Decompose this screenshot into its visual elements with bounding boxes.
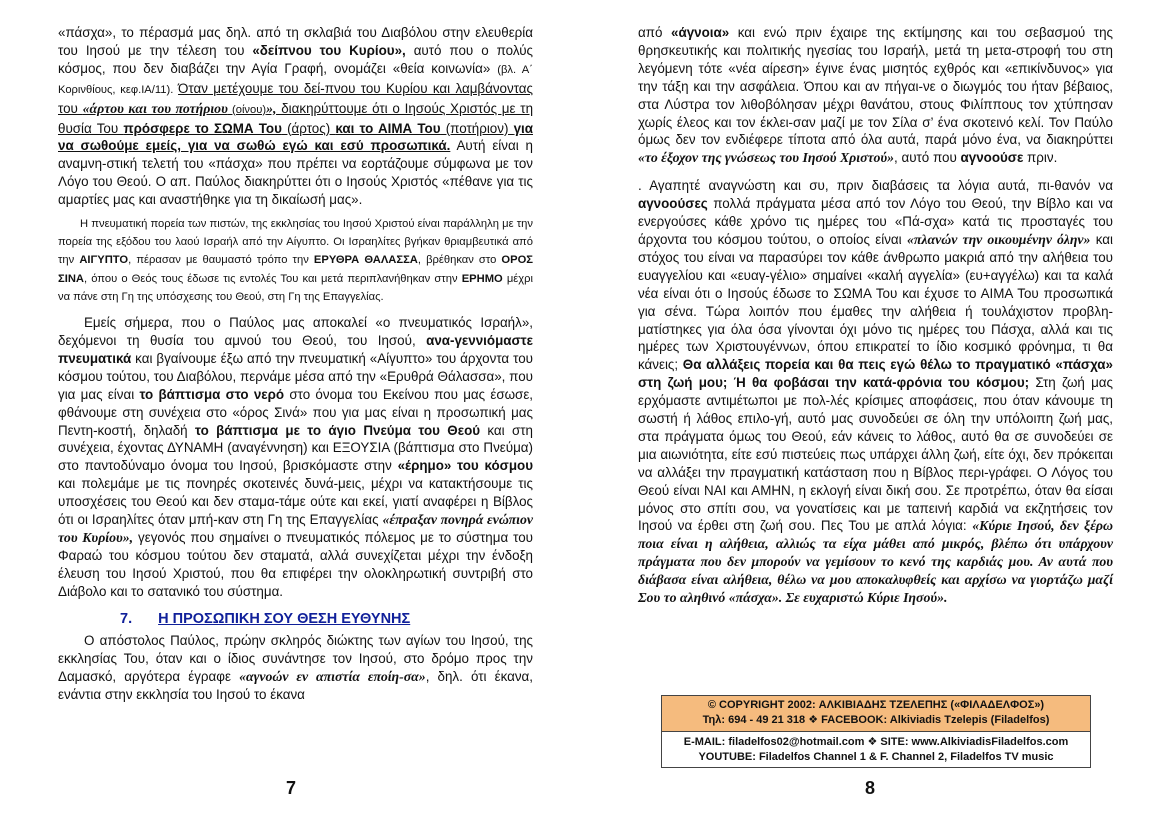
text-run: », <box>266 100 277 116</box>
text-run: «έρημο» του κόσμου <box>397 458 533 474</box>
text-run: Θα αλλάξεις πορεία και θα πεις εγώ θέλω το πραγματικό «πάσχα» στη ζωή μου; Ή θα φοβάσαι την κατά-φρόνια του κόσμου; <box>638 357 1113 391</box>
text-run: αγνοούσες <box>638 196 708 212</box>
text-run: Η πνευματική πορεία των πιστών, της εκκλησίας του Ιησού Χριστού είναι παράλληλη με την πορεία της εξόδου του λαού Ισραήλ από την Αίγυπτο. Οι Ισραηλίτες βγήκαν θριαμβευτικά από την <box>58 218 533 267</box>
text-run: πρόσφερε το ΣΩΜΑ Του <box>123 120 282 136</box>
copyright-box-links <box>662 732 1090 767</box>
text-run: «άγνοια» <box>671 25 730 40</box>
text-run: «πάσχα», το πέρασμά μας δηλ. από τη σκλαβιά του Διαβόλου στην ελευθερία του Ιησού με την τέλεση του <box>58 25 533 58</box>
diamond-separator-icon: ❖ <box>864 736 881 748</box>
text-run: Όταν μετέχουμε του δεί-πνου του Κυρίου και λαμβάνοντας του <box>58 80 533 116</box>
text-run: για να σωθούμε εμείς, για να σωθώ εγώ και εσύ προσωπικά. <box>58 120 533 154</box>
text-run: (άρτος) <box>281 120 336 136</box>
text-run: «Κύριε Ιησού, δεν ξέρω ποια είναι η αλήθεια, αλλιώς τα είχα μάθει από μικρός, βλέπω ότι υπάρχουν πράγματα που δεν μπορούν να γεμίσουν το κενό της καρδιάς μου. Αν αυτά που διάβασα είναι αλήθεια, θέλω να μου αποκαλυφθείς και αρχίσω να γιορτάζω μαζί Σου το αληθινό «πάσχα». Σε ευχαριστώ Κύριε Ιησού». <box>638 518 1113 606</box>
text-run: ΕΡΗΜΟ <box>461 272 503 285</box>
text-run: , αυτό που <box>894 150 961 166</box>
section-heading <box>120 611 533 629</box>
text-run: , βρέθηκαν στο <box>417 254 502 267</box>
text-run: Αυτή είναι η αναμνη-στική τελετή του «πάσχα» που πρέπει να εορτάζουμε σύμφωνα με τον Λόγο του Θεού. Ο απ. Παύλος διακηρύττει ότι ο Ιησούς Χριστός «πέθανε για τις αμαρτίες μας και αναστήθηκε για τη δικαίωσή μας». <box>58 138 533 208</box>
left-paragraph-2-exodus-note <box>58 215 533 306</box>
youtube-line <box>666 750 1086 765</box>
right-paragraph-1 <box>638 24 1113 167</box>
text-run: Ο απόστολος Παύλος, πρώην σκληρός διώκτης των αγίων του Ιησού, της εκκλησίας Του, όταν και ο ίδιος συνάντησε τον Ιησού, στο δρόμο προς την Δαμασκό, αργότερα έγραφε <box>58 633 533 685</box>
text-run: , όπου ο Θεός τους έδωσε τις εντολές Του και μετά περιπλανήθηκαν στην <box>83 272 462 285</box>
text-run: , πέρασαν με θαυμαστό τρόπο την <box>128 254 314 267</box>
text-run: και βγαίνουμε έξω από την πνευματική «Αίγυπτο» του άρχοντα του κόσμου τούτου, του Διαβόλου, περνάμε μέσα από την «Ερυθρά Θάλασσα», που για μας είναι <box>58 350 533 402</box>
text-run: Στη ζωή μας ερχόμαστε αντιμέτωποι με πολ-λές κρίσιμες αποφάσεις, που όταν κάνουμε τη σωστή ή λάθος επιλο-γή, αυτό μας συνοδεύει σε όλη την υπόλοιπη ζωή μας, στα πράγματα όμως του Θεού, εάν κάνεις το λάθος, αυτό θα σε συνοδεύει σε μια αιωνιότητα, είτε εσύ πιστεύεις πως υπάρχει άλλη ζωή, είτε όχι, δεν πρόκειται να αλλάξει την πραγματική κατάσταση που η Βίβλος περι-γράφει. Ο Λόγος του Θεού είναι ΝΑΙ και ΑΜΗΝ, η εκλογή είναι δική σου. Σε προτρέπω, όταν θα είσαι μόνος στο σπίτι σου, να γονατίσεις και με ταπεινή καρδιά να εκζητήσεις τον Ιησού να έρθει στη ζωή σου. Πες Του με απλά λόγια: <box>638 375 1114 534</box>
email-label: E-MAIL <box>683 736 722 748</box>
text-run: (βλ. Α΄ Κορινθίους, κεφ.ΙΑ/11). <box>58 63 533 96</box>
facebook-label: FACEBOOK <box>821 714 884 726</box>
text-run: πολλά πράγματα μέσα από τον Λόγο του Θεού, την Βίβλο και να ενεργούσες κάθε χρόνο τις ημέρες του «Πά-σχα» κατά τις προσταγές του άρχοντα του κόσμου τούτου, ο οποίος είναι <box>638 196 1113 247</box>
text-run: το βάπτισμα στο νερό <box>139 386 285 402</box>
text-run: στο όνομα του Εκείνου που μας έσωσε, φθάνουμε στη συνέχεια στο «όρος Σινά» που για μας είναι η προσωπική μας Πεντη-κοστή, δηλαδή <box>58 386 534 438</box>
text-run: «δείπνου του Κυρίου», <box>252 42 406 58</box>
text-run: (οίνου) <box>227 103 267 116</box>
right-page-text <box>638 24 1113 607</box>
left-paragraph-1 <box>58 24 533 209</box>
phone-text: Τηλ: 694 - 49 21 318 <box>702 714 806 726</box>
text-run: «έπραξαν πονηρά ενώπιον του Κυρίου», <box>58 512 533 545</box>
diamond-separator-icon: ❖ <box>805 714 822 726</box>
section-heading-number: 7. <box>120 610 133 627</box>
contact-line <box>666 713 1086 728</box>
youtube-value: : Filadelfos Channel 1 & F. Channel 2, Filadelfos TV music <box>752 751 1054 763</box>
section-heading-text: Η ΠΡΟΣΩΠΙΚΗ ΣΟΥ ΘΕΣΗ ΕΥΘΥΝΗΣ <box>158 610 411 627</box>
text-run: και το ΑΙΜΑ Του <box>335 120 441 136</box>
text-run: ΕΡΥΘΡΑ ΘΑΛΑΣΣΑ <box>313 254 418 267</box>
text-run: . Αγαπητέ αναγνώστη και συ, πριν διαβάσεις τα λόγια αυτά, πι-θανόν να <box>638 178 1113 194</box>
copyright-line: © COPYRIGHT 2002: ΑΛΚΙΒΙΑΔΗΣ ΤΖΕΛΕΠΗΣ («ΦΙΛΑΔΕΛΦΟΣ») <box>707 699 1045 711</box>
right-paragraph-2 <box>638 177 1113 607</box>
youtube-label: YOUTUBE <box>698 751 753 763</box>
left-page-text <box>58 24 533 704</box>
text-run: γεγονός που σημαίνει ο πνευματικός πόλεμος με το σύστημα του Φαραώ του κόσμου τούτου δεν σταματά, αλλά συνεχίζεται μέχρι την ένδοξη έλευση του Ιησού Χριστού, που θα επιφέρει την ολοκληρωτική συντριβή στο Διάβολο και το σατανικό του σύστημα. <box>58 529 533 599</box>
text-run: και ενώ πριν έχαιρε της εκτίμησης και του σεβασμού της θρησκευτικής και πολιτικής ηγεσίας του Ισραήλ, μετά τη μετα-στροφή του στη λεγόμενη τότε «νέα αίρεση» έγινε ένας μισητός εχθρός και «επικίνδυνος» για την τάξη και την ασφάλεια. Όπου και αν πήγαι-νε ο διωγμός του ήταν βέβαιος, στα Λύστρα τον λιθοβόλησαν μέχρι θανάτου, στους Φιλίππους τον χτύπησαν χωρίς έλεος και τον έκλει-σαν μαζί με τον Σίλα σ’ ένα σκοτεινό κελί. Τον Παύλο όμως δεν τον ενδιέφερε τίποτα από όλα αυτά, παρά μόνο ένα, να διακηρύττει <box>638 25 1113 148</box>
text-run: και στη συνέχεια, έχοντας ΔΥΝΑΜΗ (αναγέννηση) και ΕΞΟΥΣΙΑ (βάπτισμα στο Πνεύμα) στο παντοδύναμο όνομα του Ιησού, βρισκόμαστε στην <box>58 422 533 474</box>
text-run: και στόχος του είναι να παρασύρει τον κάθε άνθρωπο μακριά από την αλήθεια του ευαγγελίου και «ευαγ-γέλιο» σημαίνει «καλή αγγελία» (ευ+αγγέλω) και τα καλά νέα είναι ότι ο Ιησούς έδωσε το ΣΩΜΑ Του και έχυσε το ΑΙΜΑ Του προσωπικά για σένα. Τώρα λοιπόν που έμαθες την αλήθεια ή τουλάχιστον προβλη-ματίστηκες για όλα όσα γίνονται όχι μόνο τις ημέρες του Πάσχα, αλλά και τις ημέρες των Χριστουγέννων, όπου επικρατεί το ίδιο κοσμικό φρόνημα, τι θα κάνεις; <box>638 231 1114 373</box>
copyright-box <box>661 695 1091 768</box>
text-run: «πλανών την οικουμένην όλην» <box>906 231 1091 247</box>
text-run: ανα-γεννιόμαστε πνευματικά <box>58 332 533 366</box>
text-run: (ποτήριον) <box>440 120 514 136</box>
text-run: «αγνοών εν απιστία εποίη-σα» <box>239 669 426 685</box>
left-paragraph-3 <box>58 314 533 601</box>
text-run: μέχρι να πάνε στη Γη της υπόσχεσης του Θεού, στη Γη της Επαγγελίας. <box>58 272 534 303</box>
site-value: : www.AlkiviadisFiladelfos.com <box>904 736 1069 748</box>
text-run: πριν. <box>1023 150 1058 166</box>
text-run: ΟΡΟΣ ΣΙΝΑ <box>58 254 534 285</box>
email-value: : filadelfos02@hotmail.com <box>721 736 865 748</box>
text-run: ΑΙΓΥΠΤΟ <box>79 254 129 267</box>
text-run: από <box>638 25 672 40</box>
text-run: , δηλ. ότι έκανα, ενάντια στην εκκλησία του Ιησού το έκανα <box>58 669 534 703</box>
facebook-value: : Alkiviadis Tzelepis (Filadelfos) <box>883 714 1050 726</box>
text-run: αγνοούσε <box>960 150 1024 166</box>
text-run: το βάπτισμα με το άγιο Πνεύμα του Θεού <box>194 422 481 438</box>
text-run: Εμείς σήμερα, που ο Παύλος μας αποκαλεί «ο πνευματικός Ισραήλ», δεχόμενοι τη θυσία του αμνού του Θεού, του Ιησού, <box>58 315 533 348</box>
text-run: και πολεμάμε με τις πονηρές σκοτεινές δυνά-μεις, μέχρι να κατακτήσουμε τις υποσχέσεις του Θεού και δεν σταμα-τάμε ούτε και εκεί, γιατί αναφέρει η Βίβλος ότι οι Ισραηλίτες όταν μπή-καν στη Γη της Επαγγελίας <box>58 476 533 528</box>
email-site-line <box>666 735 1086 750</box>
copyright-box-header <box>662 696 1090 732</box>
site-label: SITE <box>880 736 905 748</box>
page-number-right: 8 <box>865 778 876 798</box>
left-paragraph-4 <box>58 632 533 704</box>
page-number-left: 7 <box>286 778 297 798</box>
text-run: «το έξοχον της γνώσεως του Ιησού Χριστού» <box>638 150 895 166</box>
text-run: «άρτου και του ποτήριου <box>82 100 228 116</box>
text-run: αυτό που ο πολύς κόσμος, που δεν διαβάζει την Αγία Γραφή, ονομάζει «θεία κοινωνία» <box>58 42 533 76</box>
text-run: διακηρύττουμε ότι ο Ιησούς Χριστός με τη θυσία Του <box>58 100 534 136</box>
